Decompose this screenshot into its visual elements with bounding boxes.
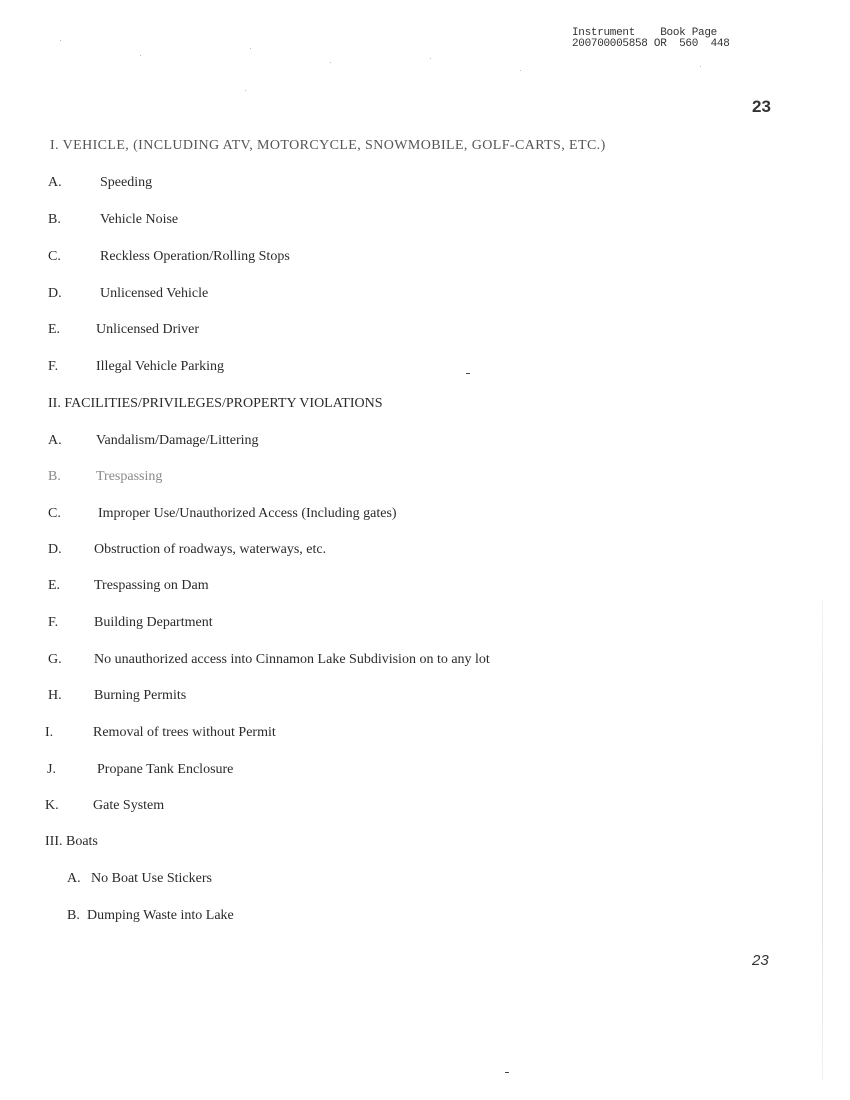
scan-speck — [430, 58, 431, 59]
item-text: Improper Use/Unauthorized Access (Including gates) — [98, 506, 397, 521]
item-text: Gate System — [93, 798, 165, 813]
scan-speck — [140, 55, 141, 56]
item-text: Propane Tank Enclosure — [97, 762, 234, 777]
item-letter: D. — [48, 286, 62, 301]
item-letter: J. — [47, 762, 56, 777]
list-item — [48, 359, 224, 375]
list-item — [48, 578, 209, 594]
item-text: Removal of trees without Permit — [93, 725, 276, 740]
item-text: Dumping Waste into Lake — [87, 908, 234, 923]
item-text: Vandalism/Damage/Littering — [96, 433, 259, 448]
stamp-header: Instrument Book Page — [572, 27, 717, 39]
list-item — [48, 506, 397, 522]
list-item — [48, 542, 326, 558]
list-item — [45, 725, 276, 741]
item-letter: K. — [45, 798, 59, 813]
stamp-values: 200700005858 OR 560 448 — [572, 38, 730, 50]
list-item — [48, 212, 178, 228]
section-3-heading: III. Boats — [45, 834, 98, 849]
item-text: Reckless Operation/Rolling Stops — [100, 249, 290, 264]
scan-mark — [505, 1072, 509, 1073]
list-item — [67, 871, 212, 887]
item-letter: H. — [48, 688, 62, 703]
item-letter: G. — [48, 652, 62, 667]
list-item — [45, 798, 164, 814]
item-letter: F. — [48, 359, 59, 374]
section-1-heading: I. VEHICLE, (INCLUDING ATV, MOTORCYCLE, SNOWMOBILE, GOLF-CARTS, ETC.) — [50, 138, 606, 153]
list-item — [48, 615, 213, 631]
list-item — [48, 322, 199, 338]
item-letter: C. — [48, 506, 61, 521]
item-text: Vehicle Noise — [100, 212, 179, 227]
item-text: No Boat Use Stickers — [91, 871, 212, 886]
list-item — [48, 286, 208, 302]
item-text: Trespassing on Dam — [94, 578, 209, 593]
list-item — [48, 688, 186, 704]
item-text: Illegal Vehicle Parking — [96, 359, 225, 374]
item-letter: E. — [48, 322, 61, 337]
list-item — [48, 433, 259, 449]
scan-mark — [466, 373, 470, 374]
item-letter: B. — [48, 469, 61, 484]
item-letter: I. — [45, 725, 54, 740]
item-letter: A. — [48, 433, 62, 448]
item-letter: B. — [67, 908, 80, 923]
page-number-top: 23 — [752, 97, 771, 116]
item-text: Building Department — [94, 615, 213, 630]
scan-speck — [60, 40, 61, 41]
recording-stamp — [572, 28, 730, 50]
item-letter: E. — [48, 578, 61, 593]
item-text: No unauthorized access into Cinnamon Lake Subdivision on to any lot — [94, 652, 490, 667]
item-letter: A. — [48, 175, 62, 190]
section-2-heading: II. FACILITIES/PRIVILEGES/PROPERTY VIOLATIONS — [48, 396, 383, 411]
item-text: Burning Permits — [94, 688, 187, 703]
list-item — [48, 249, 290, 265]
list-item — [48, 469, 162, 485]
list-item — [48, 175, 152, 191]
item-letter: B. — [48, 212, 61, 227]
item-text: Obstruction of roadways, waterways, etc. — [94, 542, 327, 557]
list-item — [67, 908, 234, 924]
item-letter: C. — [48, 249, 61, 264]
item-text: Unlicensed Vehicle — [100, 286, 209, 301]
item-text: Speeding — [100, 175, 153, 190]
list-item — [48, 652, 490, 668]
scan-speck — [330, 62, 331, 63]
scan-edge — [822, 600, 823, 1080]
item-letter: A. — [67, 871, 81, 886]
list-item — [47, 762, 233, 778]
scan-speck — [245, 90, 246, 91]
item-text: Unlicensed Driver — [96, 322, 200, 337]
scan-speck — [700, 66, 701, 67]
item-letter: F. — [48, 615, 59, 630]
scan-speck — [520, 70, 521, 71]
item-letter: D. — [48, 542, 62, 557]
scan-speck — [250, 48, 251, 49]
page-number-bottom: 23 — [752, 952, 769, 969]
item-text: Trespassing — [96, 469, 163, 484]
